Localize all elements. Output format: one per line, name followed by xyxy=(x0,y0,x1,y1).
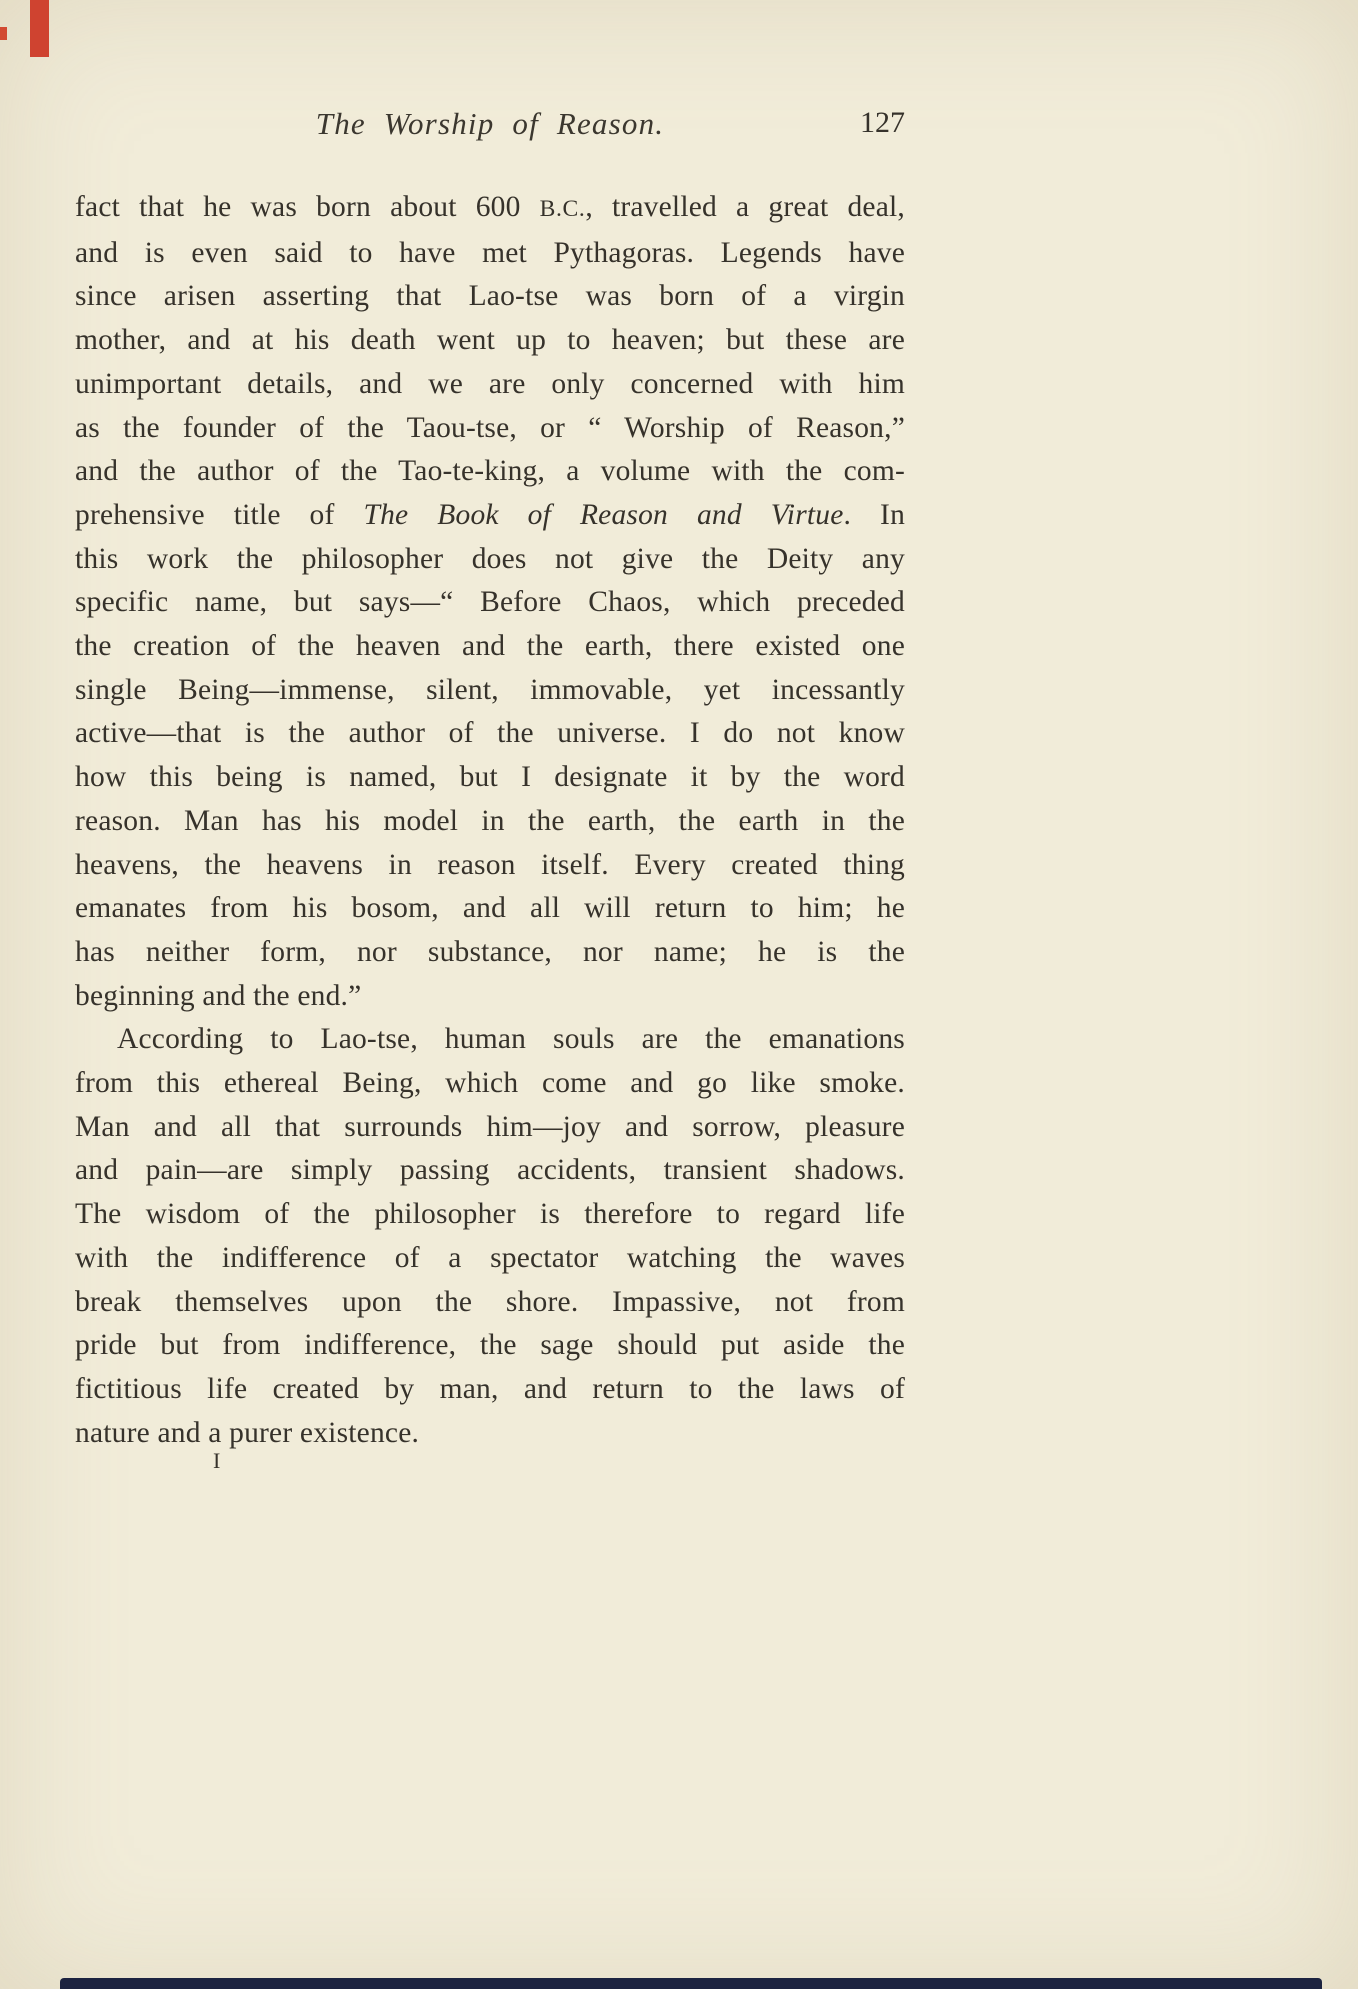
text-line: since arisen asserting that Lao-tse was born of a virgin xyxy=(75,280,905,313)
text-line: The wisdom of the philosopher is therefore to regard life xyxy=(75,1198,905,1231)
red-margin-mark xyxy=(30,0,49,57)
bottom-edge-bar xyxy=(60,1978,1322,1989)
page-header xyxy=(75,106,905,156)
running-title: The Worship of Reason. xyxy=(315,106,665,141)
text-line: pride but from indifference, the sage should put aside the xyxy=(75,1329,905,1362)
text-line: how this being is named, but I designate it by the word xyxy=(75,761,905,794)
page-number: 127 xyxy=(860,106,905,139)
text-line: with the indifference of a spectator watching the waves xyxy=(75,1241,905,1274)
text-line: as the founder of the Taou-tse, or “ Worship of Reason,” xyxy=(75,411,905,444)
text-line: the creation of the heaven and the earth, there existed one xyxy=(75,630,905,663)
text-line: emanates from his bosom, and all will return to him; he xyxy=(75,892,905,925)
text-line: this work the philosopher does not give the Deity any xyxy=(75,542,905,575)
text-line: According to Lao-tse, human souls are the emanations xyxy=(117,1023,905,1056)
text-line: and pain—are simply passing accidents, transient shadows. xyxy=(75,1154,905,1187)
text-line: beginning and the end.” xyxy=(75,979,362,1012)
red-edge-dash xyxy=(0,27,7,40)
text-line: active—that is the author of the universe. I do not know xyxy=(75,717,905,750)
text-line: mother, and at his death went up to heaven; but these are xyxy=(75,324,905,357)
paragraph xyxy=(75,186,905,1018)
text-line: specific name, but says—“ Before Chaos, which preceded xyxy=(75,586,905,619)
body-text xyxy=(75,186,905,1455)
text-line: nature and a purer existence. xyxy=(75,1416,420,1449)
paragraph xyxy=(75,1018,905,1455)
text-line: prehensive title of The Book of Reason and Virtue. In xyxy=(75,498,906,531)
text-line: and is even said to have met Pythagoras. Legends have xyxy=(75,236,905,269)
text-line: single Being—immense, silent, immovable, yet incessantly xyxy=(75,673,905,706)
text-line: and the author of the Tao-te-king, a volume with the com- xyxy=(75,455,905,488)
text-line: from this ethereal Being, which come and go like smoke. xyxy=(75,1067,905,1100)
text-line: has neither form, nor substance, nor name; he is the xyxy=(75,935,905,968)
text-line: fictitious life created by man, and return to the laws of xyxy=(75,1372,905,1405)
text-line: break themselves upon the shore. Impassive, not from xyxy=(75,1285,905,1318)
text-line: fact that he was born about 600 B.C., travelled a great deal, xyxy=(75,191,905,223)
text-line: unimportant details, and we are only concerned with him xyxy=(75,367,905,400)
text-line: heavens, the heavens in reason itself. Every created thing xyxy=(75,848,905,881)
text-line: Man and all that surrounds him—joy and sorrow, pleasure xyxy=(75,1110,905,1143)
signature-mark: I xyxy=(213,1448,221,1473)
text-line: reason. Man has his model in the earth, the earth in the xyxy=(75,804,905,837)
